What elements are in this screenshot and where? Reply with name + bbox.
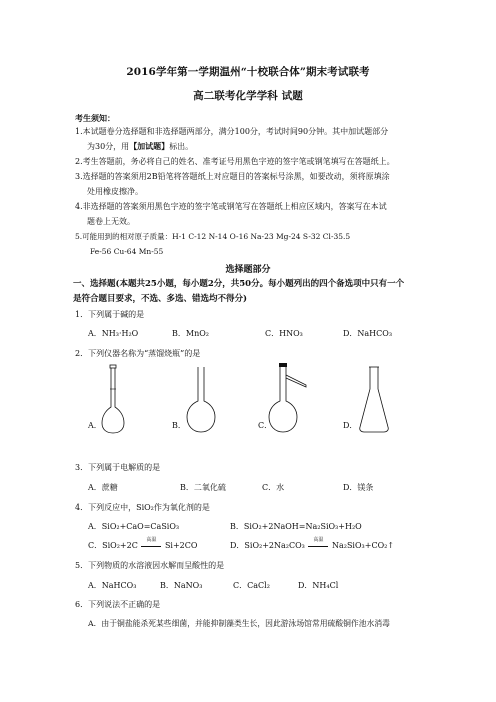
q4-option-d-arrow: [307, 537, 329, 550]
q4-stem: 4．下列反应中，SiO₂作为氧化剂的是: [75, 503, 210, 512]
notice-item-1-bold: 【加试题】: [129, 141, 170, 151]
exam-title: 2016学年第一学期温州“十校联合体”期末考试联考: [126, 66, 370, 78]
erlenmeyer-flask-icon: [358, 367, 390, 433]
q4-option-d-condition: 高温: [313, 537, 324, 543]
q4-option-d-pre: D．SiO₂+2Na₂CO₃: [230, 541, 305, 550]
q3-option-a: A．蔗糖: [88, 483, 118, 492]
q3-option-c: C．水: [262, 483, 285, 492]
part-one-heading-cont: 是符合题目要求，不选、多选、错选均不得分): [73, 294, 248, 304]
notice-item-4-cont: 题卷上无效。: [87, 217, 135, 226]
q3-option-b: B．二氧化硫: [180, 483, 226, 492]
section-title: 选择题部分: [225, 265, 271, 275]
notice-item-2: [75, 156, 395, 167]
q4-option-d-post: Na₂SiO₃+CO₂↑: [331, 541, 395, 550]
q4-option-a: A．SiO₂+CaO=CaSiO₃: [88, 522, 180, 531]
q5-option-c: C．CaCl₂: [233, 581, 270, 590]
q2-option-c: C．: [258, 421, 273, 430]
notice-item-5: [75, 231, 350, 242]
q4-option-d: [230, 537, 395, 551]
q4-option-c-arrow: [140, 537, 162, 550]
notice-item-5-text: 可能用到的相对原子质量：H-1 C-12 N-14 O-16 Na-23 Mg-24 S-32 Cl-35.5: [82, 232, 351, 241]
q2-option-a: A．: [88, 421, 102, 430]
notice-item-3-text: 选择题的答案须用2B铅笔将答题纸上对应题目的答案标号涂黑，如要改动，须将原填涂: [82, 172, 390, 181]
q1-stem: 1．下列属于碱的是: [75, 310, 145, 319]
q2-option-d: D．: [343, 421, 358, 430]
q4-option-b: B．SiO₂+2NaOH=Na₂SiO₃+H₂O: [230, 522, 362, 531]
q1-option-c: C．HNO₃: [265, 329, 303, 338]
q4-option-c: [88, 537, 198, 551]
notice-item-3: [75, 171, 390, 182]
notice-item-1-cont: [87, 141, 193, 152]
notice-item-1: [75, 126, 388, 137]
q4-option-c-equals: [141, 546, 161, 547]
notice-item-3-cont: 处用橡皮擦净。: [87, 187, 143, 196]
q6-stem: 6．下列说法不正确的是: [75, 600, 161, 609]
q4-option-c-condition: 高温: [146, 537, 157, 543]
q1-option-d: D．NaHCO₃: [343, 329, 393, 338]
notice-item-3-num: 3.: [75, 172, 83, 181]
round-bottom-flask-icon: [186, 367, 216, 433]
notice-item-4-num: 4.: [75, 202, 83, 211]
q4-option-c-post: Si+2CO: [164, 541, 198, 550]
notice-item-4-text: 非选择题的答案须用黑色字迹的签字笔或钢笔写在答题纸上相应区域内，答案写在本试: [82, 202, 387, 211]
part-one-heading: 一、选择题(本题共25小题，每小题2分，共50分。每小题列出的四个备选项中只有一个: [73, 279, 405, 289]
notice-item-2-num: 2.: [75, 157, 83, 166]
notice-item-5-num: 5.: [75, 232, 83, 241]
notice-item-5-cont: Fe-56 Cu-64 Mn-55: [90, 247, 164, 256]
q4-option-d-equals: [308, 546, 328, 547]
q1-option-b: B．MnO₂: [172, 329, 209, 338]
distilling-flask-icon: [268, 363, 310, 433]
q2-option-b: B．: [172, 421, 186, 430]
q1-option-a: A．NH₃·H₂O: [88, 329, 139, 338]
q3-option-d: D．镁条: [343, 483, 374, 492]
exam-subtitle: 高二联考化学学科 试题: [193, 90, 303, 102]
q5-option-a: A．NaHCO₃: [88, 581, 137, 590]
notice-item-2-text: 考生答题前，务必将自己的姓名、准考证号用黑色字迹的签字笔或钢笔填写在答题纸上。: [82, 157, 395, 166]
q4-option-c-pre: C．SiO₂+2C: [88, 541, 138, 550]
q5-stem: 5．下列物质的水溶液因水解而呈酸性的是: [75, 561, 225, 570]
q5-option-d: D．NH₄Cl: [298, 581, 339, 590]
notice-item-4: [75, 201, 387, 212]
q2-stem: 2．下列仪器名称为“蒸馏烧瓶”的是: [75, 349, 201, 358]
q6-option-a: A．由于铜盐能杀死某些细菌，并能抑制藻类生长，因此游泳场馆常用硫酸铜作池水消毒: [88, 619, 390, 628]
notice-heading: 考生须知：: [75, 113, 115, 123]
q3-stem: 3．下列属于电解质的是: [75, 463, 161, 472]
volumetric-flask-icon: [100, 365, 126, 435]
notice-item-1-cont-pre: 为30分，用: [87, 142, 130, 151]
q5-option-b: B．NaNO₃: [160, 581, 203, 590]
notice-item-1-text: 本试题卷分选择题和非选择题两部分，满分100分，考试时间90分钟。其中加试题部分: [82, 127, 389, 136]
notice-item-1-cont-post: 标出。: [169, 142, 194, 151]
notice-item-1-num: 1.: [75, 127, 83, 136]
